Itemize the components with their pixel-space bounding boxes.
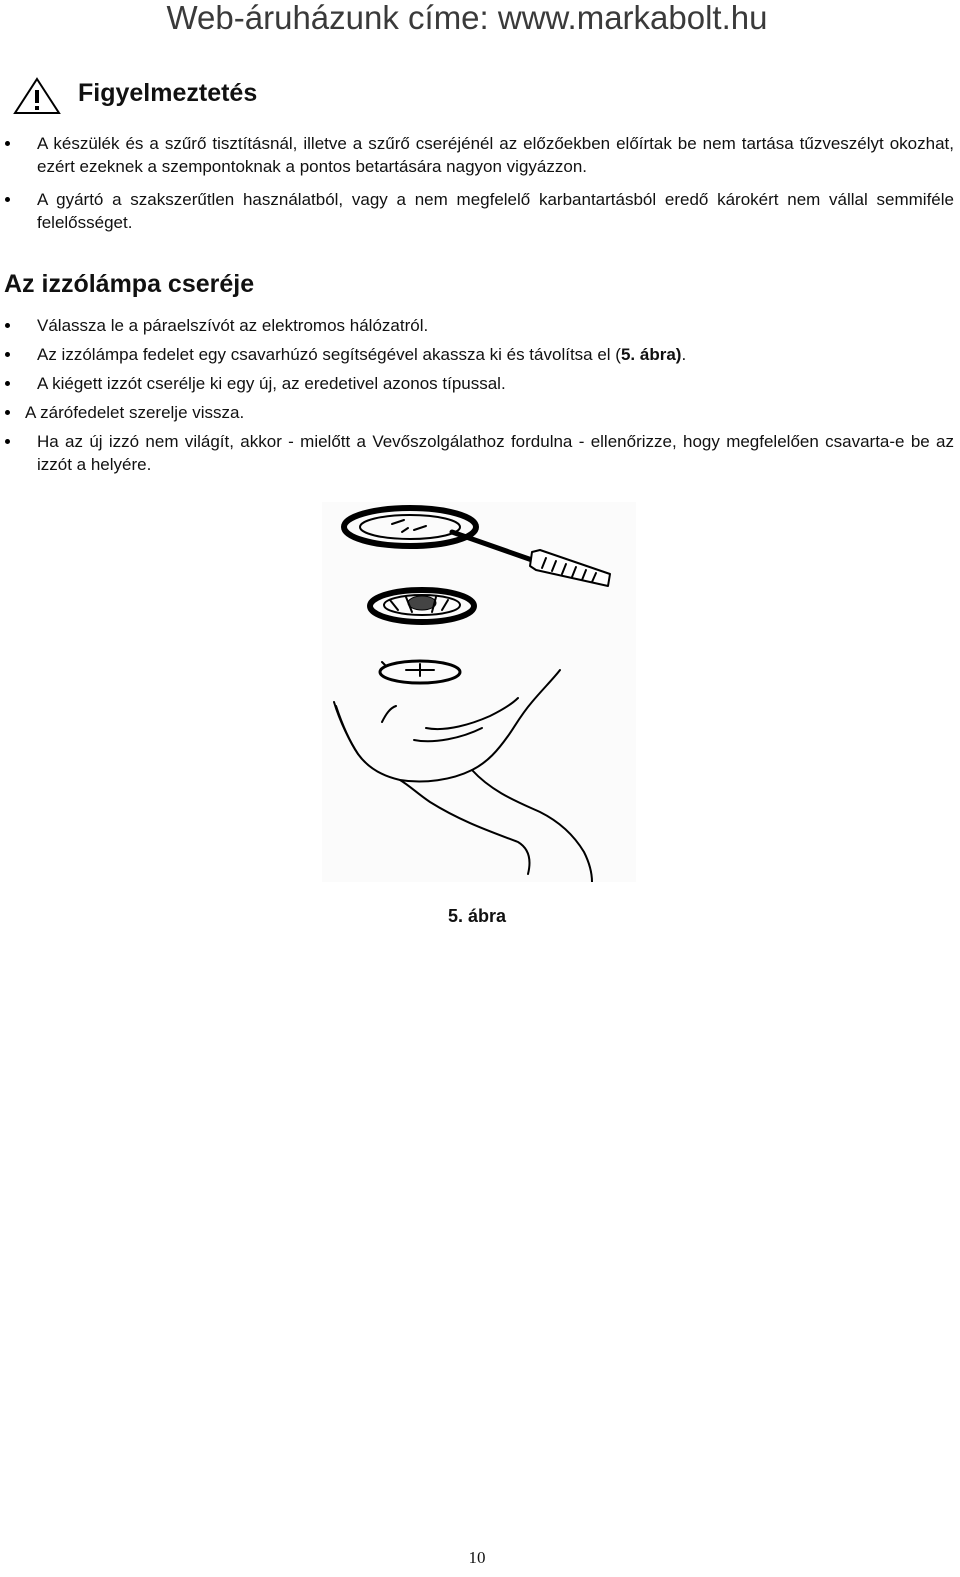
bullet-icon [5,197,10,202]
list-item [0,188,960,234]
lamp-replacement-illustration [322,502,636,882]
warning-title: Figyelmeztetés [78,79,258,107]
warning-text: A készülék és a szűrő tisztításnál, illetve a szűrő cseréjénél az előzőekben előírtak be nem tartása tűzveszélyt okozhat, ezért ezeknek a szempontoknak a pontos betartására nagyon vigyázzon. [37,134,954,176]
warning-list [0,132,960,244]
figure-caption: 5. ábra [447,906,507,926]
step-text: Ha az új izzó nem világít, akkor - mielőtt a Vevőszolgálathoz fordulna - ellenőrizze, hogy megfelelően csavarta-e be az izzót a helyére. [37,432,954,474]
warning-text: A gyártó a szakszerűtlen használatból, vagy a nem megfelelő karbantartásból eredő károkért nem vállal semmiféle felelősséget. [37,190,954,232]
instruction-list [0,314,960,482]
bullet-icon [5,323,10,328]
list-item [0,314,960,337]
bullet-icon [5,141,10,146]
lamp-housing-icon [370,590,474,622]
step-text: Az izzólámpa fedelet egy csavarhúzó segítségével akassza ki és távolítsa el ( [37,345,621,364]
page-number: 10 [468,1548,486,1567]
figure-reference: 5. ábra) [620,345,682,364]
screwdriver-icon [452,532,610,586]
bullet-icon [5,352,10,357]
list-item [0,343,960,366]
step-text: Válassza le a páraelszívót az elektromos hálózatról. [37,316,429,335]
header-url: Web-áruházunk címe: www.markabolt.hu [166,0,768,36]
section-title: Az izzólámpa cseréje [4,270,255,298]
list-item [0,132,960,178]
bullet-icon [5,439,10,444]
bullet-icon [5,410,10,415]
hand-icon [334,670,592,882]
warning-triangle-icon [12,76,62,116]
bullet-icon [5,381,10,386]
glass-cover-icon [380,661,460,683]
list-item [0,372,960,395]
step-text: A kiégett izzót cserélje ki egy új, az eredetivel azonos típussal. [37,374,506,393]
step-text: A zárófedelet szerelje vissza. [25,403,245,422]
step-text-tail: . [681,345,687,364]
list-item [0,401,960,424]
lamp-cover-icon [344,508,476,546]
list-item [0,430,960,476]
